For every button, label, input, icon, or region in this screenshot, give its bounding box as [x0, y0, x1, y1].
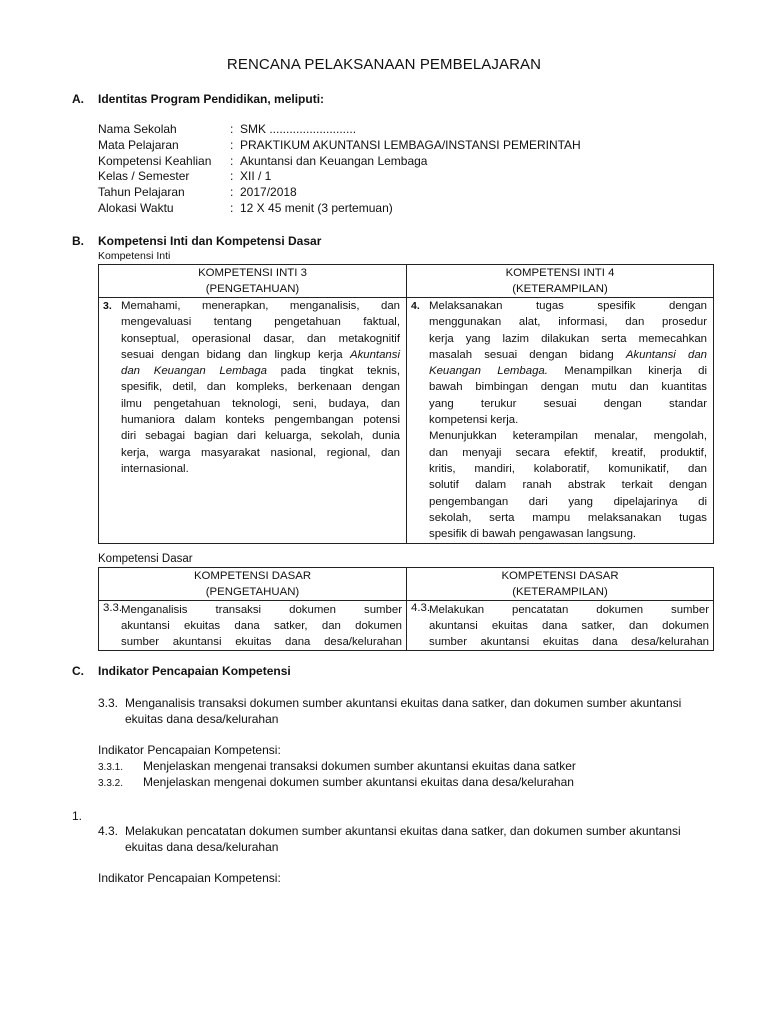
kd4-number: 4.3.	[411, 602, 430, 614]
identity-value: Akuntansi dan Keuangan Lembaga	[240, 154, 428, 168]
ipk-label-2: Indikator Pencapaian Kompetensi:	[98, 871, 281, 885]
identity-value: SMK ..........................	[240, 122, 357, 136]
kd3-text	[121, 602, 402, 650]
ki4-number: 4.	[411, 300, 420, 312]
kd4-text	[429, 602, 709, 650]
text-line: solutif dalam ranah abstrak terkait dengan	[429, 479, 707, 492]
text-line: dan menyaji secara efektif, kreatif, produktif,	[429, 446, 707, 459]
text-line: sekolah, serta mampu melaksanakan tugas	[429, 511, 707, 524]
identity-colon: :	[230, 122, 234, 136]
kd4-header-line2: (KETERAMPILAN)	[512, 585, 608, 598]
ki3-header-line2: (PENGETAHUAN)	[205, 282, 300, 295]
identity-label: Tahun Pelajaran	[98, 185, 185, 199]
kompetensi-inti-table	[98, 264, 714, 544]
kd-label: Kompetensi Dasar	[98, 553, 193, 565]
identity-row-expertise	[98, 154, 427, 170]
ki3-number: 3.	[103, 300, 112, 312]
identity-label: Kelas / Semester	[98, 169, 190, 183]
ki4-header-line2: (KETERAMPILAN)	[512, 282, 608, 295]
section-b-letter: B.	[72, 234, 84, 248]
text-line: Melakukan pencatatan dokumen sumber	[429, 604, 709, 616]
identity-label: Nama Sekolah	[98, 122, 177, 136]
text-line: sumber akuntansi ekuitas dana desa/kelurahan	[121, 636, 402, 648]
kd33-line1: Menganalisis transaksi dokumen sumber akuntansi ekuitas dana satker, dan dokumen sumber akuntansi	[125, 696, 682, 710]
kd33-number: 3.3.	[98, 696, 119, 710]
text-line: Menunjukkan keterampilan menalar, mengolah,	[429, 430, 707, 443]
text-line: humaniora dalam konteks pengembangan potensi	[121, 414, 400, 427]
text-line: bawah bimbingan dengan mutu dan kuantitas	[429, 381, 707, 394]
identity-label: Kompetensi Keahlian	[98, 154, 212, 168]
ki-label: Kompetensi Inti	[98, 250, 171, 262]
kd3-header-line1: KOMPETENSI DASAR	[193, 570, 312, 582]
identity-row-school	[98, 122, 356, 138]
text-line: internasional.	[121, 462, 189, 475]
ipk-label-1: Indikator Pencapaian Kompetensi:	[98, 743, 281, 757]
text-line: sesuai dengan bidang dan lingkup kerja Akuntansi	[121, 348, 400, 361]
text-line: ilmu pengetahuan teknologi, seni, budaya, dan	[121, 397, 400, 410]
text-line: spesifik, detil, dan kompleks, berkenaan dengan	[121, 381, 400, 394]
document-title: RENCANA PELAKSANAAN PEMBELAJARAN	[226, 56, 542, 73]
list-marker: 1.	[72, 809, 83, 823]
text-line: menggunakan alat, informasi, dan prosedur	[429, 316, 707, 329]
ki3-header-line1: KOMPETENSI INTI 3	[198, 267, 307, 279]
kd33-line2: ekuitas dana desa/kelurahan	[125, 712, 279, 726]
identity-value: PRAKTIKUM AKUNTANSI LEMBAGA/INSTANSI PEMERINTAH	[240, 138, 581, 152]
text-line: yang terukur sesuai dengan standar	[429, 397, 707, 410]
kd3-cell	[99, 601, 407, 651]
kd-header-row	[99, 568, 714, 601]
identity-value: 12 X 45 menit (3 pertemuan)	[240, 201, 393, 215]
ki4-header-line1: KOMPETENSI INTI 4	[505, 267, 615, 279]
section-c-heading	[72, 664, 291, 678]
text-line: akuntansi ekuitas dana satker, dan dokumen	[429, 620, 709, 632]
kd4-header	[407, 568, 714, 601]
text-line: mengevaluasi tentang pengetahuan faktual,	[121, 316, 400, 329]
text-line: kritis, mandiri, kolaboratif, komunikatif, dan	[429, 462, 707, 475]
ki-header-row	[99, 265, 714, 298]
ki3-cell	[99, 298, 407, 544]
kd3-header	[99, 568, 407, 601]
kd-body-row	[99, 601, 714, 651]
text-line: diri sebagai bagian dari keluarga, sekolah, dunia	[121, 430, 400, 443]
text-line: kerja yang lazim dilakukan serta memecahkan	[429, 332, 707, 345]
identity-label: Mata Pelajaran	[98, 138, 179, 152]
identity-row-class	[98, 169, 271, 185]
ipk-text: Menjelaskan mengenai transaksi dokumen sumber akuntansi ekuitas dana satker	[143, 759, 576, 773]
identity-row-subject	[98, 138, 581, 154]
ipk-number: 3.3.2.	[98, 778, 124, 789]
identity-colon: :	[230, 201, 234, 215]
ki4-cell	[407, 298, 714, 544]
section-c-letter: C.	[72, 664, 84, 678]
section-a-title: Identitas Program Pendidikan, meliputi:	[98, 92, 325, 106]
text-line: konseptual, operasional dasar, dan metakognitif	[121, 332, 400, 345]
text-line: spesifik di bawah pengawasan langsung.	[429, 528, 637, 541]
identity-colon: :	[230, 138, 234, 152]
text-line: akuntansi ekuitas dana satker, dan dokumen	[121, 620, 402, 632]
ki4-header	[407, 265, 714, 298]
ipk-text: Menjelaskan mengenai dokumen sumber akuntansi ekuitas dana desa/kelurahan	[143, 775, 574, 789]
kompetensi-dasar-table	[98, 567, 714, 651]
kd43-line2: ekuitas dana desa/kelurahan	[125, 840, 279, 854]
text-line: Keuangan Lembaga. Menampilkan kinerja di	[429, 365, 707, 378]
ki3-text	[121, 298, 400, 477]
kd43-line1: Melakukan pencatatan dokumen sumber akuntansi ekuitas dana satker, dan dokumen sumber akuntansi	[125, 824, 681, 838]
text-line: Menganalisis transaksi dokumen sumber	[121, 604, 402, 616]
text-line: Memahami, menerapkan, menganalisis, dan	[121, 300, 400, 312]
kd43-number: 4.3.	[98, 824, 119, 838]
ipk-number: 3.3.1.	[98, 762, 124, 773]
ki-body-row	[99, 298, 714, 544]
section-a-heading	[72, 92, 324, 106]
text-line: Melaksanakan tugas spesifik dengan	[429, 300, 707, 312]
text-line: kompetensi kerja.	[429, 414, 519, 427]
identity-value: 2017/2018	[240, 185, 297, 199]
kd4-header-line1: KOMPETENSI DASAR	[501, 570, 619, 582]
text-line: pengembangan dari yang dipelajarinya di	[429, 495, 707, 508]
ki4-text	[429, 298, 707, 542]
section-c-title: Indikator Pencapaian Kompetensi	[98, 664, 291, 678]
identity-colon: :	[230, 169, 234, 183]
section-b-heading	[72, 234, 321, 248]
text-line: masalah sesuai dengan bidang Akuntansi dan	[429, 348, 707, 361]
section-a-letter: A.	[72, 92, 84, 106]
text-line: kerja, warga masyarakat nasional, regional, dan	[121, 446, 400, 459]
identity-value: XII / 1	[240, 169, 272, 183]
section-b-title: Kompetensi Inti dan Kompetensi Dasar	[98, 234, 322, 248]
identity-row-time	[98, 201, 393, 217]
ki3-header	[99, 265, 407, 298]
kd3-header-line2: (PENGETAHUAN)	[205, 585, 300, 598]
identity-colon: :	[230, 185, 234, 199]
kd3-number: 3.3.	[103, 602, 122, 614]
text-line: dan Keuangan Lembaga pada tingkat teknis,	[121, 365, 400, 378]
identity-label: Alokasi Waktu	[98, 201, 174, 215]
text-line: sumber akuntansi ekuitas dana desa/kelurahan	[429, 636, 709, 648]
kd4-cell	[407, 601, 714, 651]
identity-colon: :	[230, 154, 234, 168]
identity-row-year	[98, 185, 297, 201]
